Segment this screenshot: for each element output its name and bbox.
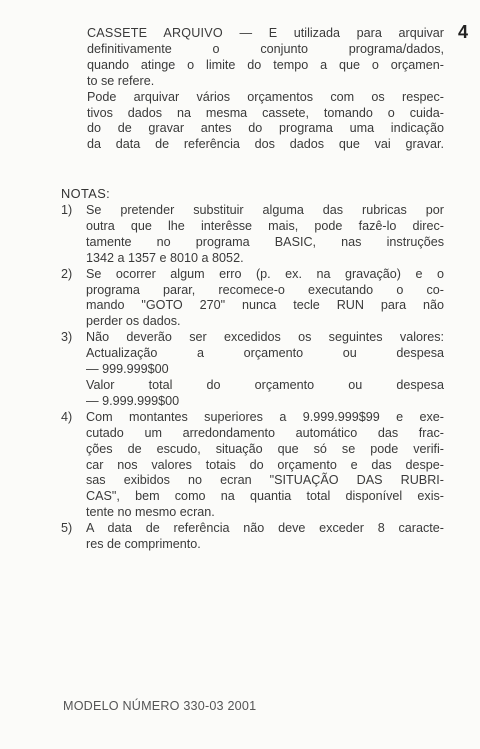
note-line: tamente no programa BASIC, nas instruções	[86, 234, 444, 249]
note-line: Se ocorrer algum erro (p. ex. na gravação) e o	[86, 266, 444, 281]
note-line: Não deverão ser excedidos os seguintes valores:	[86, 330, 444, 345]
note-number: 5)	[61, 521, 73, 536]
note-number: 1)	[61, 203, 73, 217]
page-number: 4	[457, 22, 468, 42]
intro-line: to se refere.	[87, 73, 155, 88]
note-number: 2)	[61, 266, 73, 281]
intro-line: da data de referência dos dados que vai gravar.	[87, 137, 444, 152]
intro-line: definitivamente o conjunto programa/dados,	[87, 41, 444, 56]
note-line: perder os dados.	[86, 314, 181, 329]
note-line: 1342 a 1357 e 8010 a 8052.	[86, 250, 244, 265]
notes-heading: NOTAS:	[61, 186, 111, 201]
note-line: ções de escudo, situação que só se pode verifi-	[86, 441, 444, 456]
intro-line: Pode arquivar vários orçamentos com os respec-	[87, 89, 444, 104]
intro-first-line	[87, 26, 444, 42]
cassete-arquivo-section	[87, 26, 444, 153]
notes-list	[61, 203, 444, 553]
note-line: Valor total do orçamento ou despesa	[86, 377, 444, 392]
note-item	[61, 521, 444, 553]
note-line: Actualização a orçamento ou despesa	[86, 346, 444, 361]
note-line: CAS", bem como na quantia total disponível exis-	[86, 489, 444, 504]
note-line: res de comprimento.	[86, 537, 201, 552]
intro-line: quando atinge o limite do tempo a que o orçamen-	[87, 57, 444, 72]
note-line: car nos valores totais do orçamento e das despe-	[86, 457, 444, 472]
note-line: outra que lhe interêsse mais, pode fazê-lo direc-	[86, 218, 444, 233]
note-number: 4)	[61, 409, 73, 424]
note-line: Com montantes superiores a 9.999.999$99 e exe-	[86, 409, 444, 424]
note-item	[61, 330, 444, 410]
note-line: tente no mesmo ecran.	[86, 505, 215, 520]
intro-first-line-rest: — E utilizada para arquivar	[222, 26, 444, 40]
intro-line: do de gravar antes do programa uma indicação	[87, 121, 444, 136]
note-line: — 999.999$00	[86, 362, 169, 377]
note-line: Se pretender substituir alguma das rubricas por	[86, 203, 444, 217]
note-line: A data de referência não deve exceder 8 caracte-	[86, 521, 444, 536]
note-item	[61, 203, 444, 267]
note-line: sas exibidos no ecran "SITUAÇÃO DAS RUBRI-	[86, 473, 444, 488]
note-line: programa parar, recomece-o executando o co-	[86, 282, 444, 297]
note-line: cutado um arredondamento automático das frac-	[86, 425, 444, 440]
intro-term: CASSETE ARQUIVO	[87, 26, 223, 40]
intro-line: tivos dados na mesma cassete, tomando o cuida-	[87, 105, 444, 120]
note-item	[61, 410, 444, 521]
note-line: mando "GOTO 270" nunca tecle RUN para não	[86, 298, 444, 313]
model-number-footer: MODELO NÚMERO 330-03 2001	[63, 699, 257, 713]
note-number: 3)	[61, 330, 73, 345]
note-item	[61, 267, 444, 331]
note-line: — 9.999.999$00	[86, 393, 180, 408]
